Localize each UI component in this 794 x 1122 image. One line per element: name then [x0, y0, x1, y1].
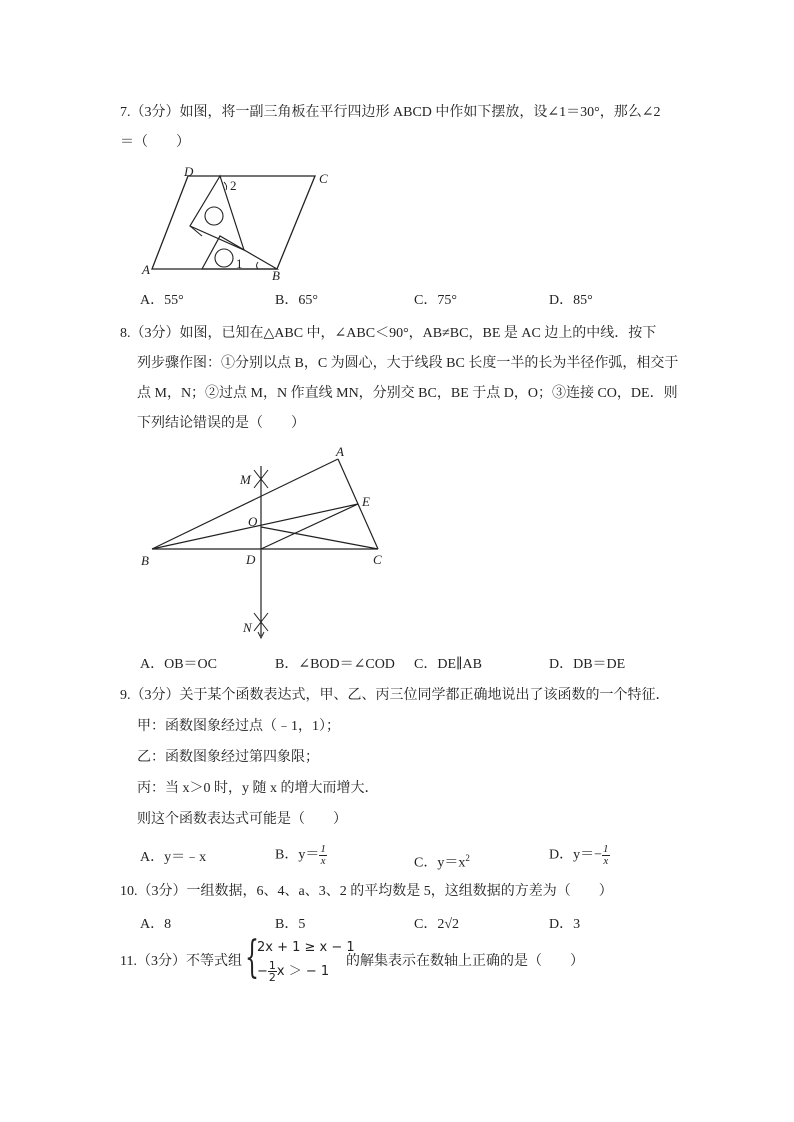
q7-label-c: C	[319, 171, 328, 186]
q8-figure	[140, 444, 400, 648]
q10-option-b[interactable]: B．5	[275, 917, 306, 932]
q8-option-a[interactable]: A．OB＝OC	[140, 657, 218, 672]
q10-option-a[interactable]: A．8	[140, 917, 172, 932]
q8-label-a: A	[336, 444, 344, 459]
q9-option-d[interactable]	[549, 844, 610, 867]
q9-statement-bing: 丙：当 x＞0 时，y 随 x 的增大而增大．	[137, 781, 379, 796]
q8-stem-line1: 8.（3分）如图，已知在△ABC 中，∠ABC＜90°，AB≠BC，BE 是 AC 边上的中线．按下	[120, 326, 657, 341]
q10-option-d[interactable]: D．3	[549, 917, 581, 932]
q9-option-b-prefix: B．y＝	[275, 847, 320, 863]
q8-label-m: M	[240, 472, 251, 487]
q8-label-n: N	[243, 620, 252, 635]
q9-question: 则这个函数表达式可能是（ ）	[137, 812, 347, 827]
q8-stem-line4: 下列结论错误的是（ ）	[137, 416, 305, 431]
q7-stem-line1: 7.（3分）如图，将一副三角板在平行四边形 ABCD 中作如下摆放，设∠1＝30°，那么∠2	[120, 105, 661, 120]
q7-option-c[interactable]: C．75°	[414, 293, 457, 308]
q9-option-c[interactable]	[414, 849, 470, 873]
q7-label-a: A	[142, 262, 150, 277]
q9-option-c-exponent: 2	[465, 853, 470, 863]
q11-brace: {	[245, 932, 259, 983]
q7-label-d: D	[184, 164, 194, 179]
q10-stem: 10.（3分）一组数据，6、4、a、3、2 的平均数是 5，这组数据的方差为（ ）	[120, 884, 613, 899]
q7-label-angle1: 1	[236, 256, 243, 271]
q7-option-b[interactable]: B．65°	[275, 293, 318, 308]
q7-label-b: B	[272, 268, 280, 283]
q9-statement-yi: 乙：函数图象经过第四象限；	[137, 750, 319, 765]
q9-option-c-base: C．y＝x	[414, 855, 466, 871]
q7-stem-line2: ＝（ ）	[120, 135, 190, 150]
q9-option-a[interactable]: A．y＝﹣x	[140, 850, 207, 865]
q11-stem-prefix: 11.（3分）不等式组	[120, 954, 242, 969]
q8-stem-line3: 点 M，N；②过点 M，N 作直线 MN，分别交 BC，BE 于点 D，O；③连接 CO，DE．则	[137, 386, 678, 401]
q11-inequality-2: − $\frac{1}{2}$ x ＞ − 1	[257, 959, 330, 984]
q9-option-b-fraction: $\frac{1}{x}$	[320, 843, 326, 867]
q11-stem-suffix: 的解集表示在数轴上正确的是（ ）	[346, 954, 584, 969]
q11-inequality-1: 2x + 1 ≥ x − 1	[257, 940, 355, 955]
q10-option-c[interactable]: C．2√2	[414, 917, 460, 932]
q7-option-d[interactable]: D．85°	[549, 293, 593, 308]
q8-label-c: C	[373, 552, 382, 567]
q8-stem-line2: 列步骤作图：①分别以点 B，C 为圆心，大于线段 BC 长度一半的长为半径作弧，相交于	[137, 356, 679, 371]
q8-label-e: E	[362, 494, 370, 509]
q8-label-o: O	[248, 514, 258, 529]
q8-label-b: B	[141, 553, 149, 568]
q8-label-d: D	[246, 552, 256, 567]
q9-stem-line1: 9.（3分）关于某个函数表达式，甲、乙、丙三位同学都正确地说出了该函数的一个特征．	[120, 688, 670, 703]
q7-figure	[140, 164, 340, 283]
q9-option-b[interactable]	[275, 844, 327, 867]
q9-statement-jia: 甲：函数图象经过点（﹣1，1）；	[137, 719, 340, 734]
q9-option-d-fraction: $\frac{1}{x}$	[603, 843, 609, 867]
q8-option-b[interactable]: B．∠BOD＝∠COD	[275, 657, 395, 672]
q7-option-a[interactable]: A．55°	[140, 293, 184, 308]
q8-option-d[interactable]: D．DB＝DE	[549, 657, 626, 672]
q7-label-angle2: 2	[230, 178, 237, 193]
q9-option-d-prefix: D．y＝−	[549, 847, 603, 863]
q8-option-c[interactable]: C．DE∥AB	[414, 657, 482, 672]
